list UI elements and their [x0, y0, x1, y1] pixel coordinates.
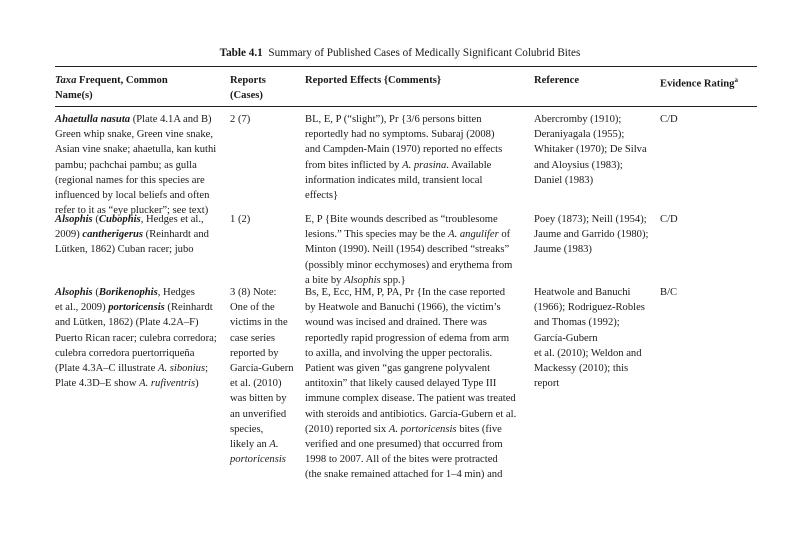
row-2-reference-line-2: Jaume and Garrido (1980); — [534, 229, 649, 241]
row-3-effects-line-2: by Heatwole and Banuchi (1966), the victim’s — [305, 302, 501, 314]
row-1-reference-line-5: Daniel (1983) — [534, 174, 594, 186]
header-taxa-italic: Taxa — [55, 75, 77, 86]
row-1-reference-line-3: Whitaker (1970); De Silva — [534, 144, 647, 156]
row-1-effects-line-5: information indicates mild, transient local — [305, 174, 483, 186]
header-evidence — [660, 73, 738, 92]
header-taxa — [55, 73, 168, 103]
row-3-reports-line-1: 3 (8) Note: — [230, 287, 277, 298]
row-3-effects: Bs, E, Ecc, HM, P, PA, Pr {In the case reported by Heatwole and Banuchi (1966), the victim’s wound was incised and drained. There was reportedly rapid progression of edema from arm to axilla, and involving the upper pectoralis. Patient was given “gas gangrene polyvalent antitoxin” that likely caused delayed Type III immune complex disease. The patient was treated with steroids and antibiotics. García-Gubern et al. (2010) reported six A. portoricensis bites (five verified and one presumed) that occurred from 1998 to 2007. All of the bites were protracted (the snake remained attached for 1–4 min) and — [305, 285, 516, 483]
row-1-reference — [534, 112, 647, 188]
row-3-reports-line-10: species, — [230, 423, 264, 435]
row-3-effects-line-12: 1998 to 2007. All of the bites were protracted — [305, 454, 498, 466]
row-3-reports-line-3: victims in the — [230, 317, 288, 329]
row-2-reference-line-1: Poey (1873); Neill (1954); — [534, 214, 647, 225]
table-header-rule — [55, 106, 757, 107]
row-3-reference — [534, 285, 645, 391]
row-3-reference-line-1: Heatwole and Banuchi — [534, 287, 631, 298]
header-reports — [230, 73, 266, 103]
row-3-effects-line-5: to axilla, and involving the upper pectoralis. — [305, 347, 493, 359]
row-2-taxa-line-3: Lütken, 1862) Cuban racer; jubo — [55, 244, 194, 256]
row-1-taxa-line-4: pambu; pachchai pambu; as gulla — [55, 159, 197, 171]
row-1-evidence — [660, 112, 678, 127]
header-reference-label: Reference — [534, 75, 580, 86]
header-taxa-rest: Frequent, Common — [76, 75, 168, 86]
row-3-evidence — [660, 285, 677, 300]
header-effects — [305, 73, 441, 88]
row-2-effects: E, P {Bite wounds described as “troublesome lesions.” This species may be the A. angulifer of Minton (1990). Neill (1954) described “streaks” (possibly minor ecchymoses) and erythema from a bite by Alsophis spp.} — [305, 214, 513, 286]
row-3-taxa-line-3: and Lütken, 1862) (Plate 4.2A–F) — [55, 317, 199, 329]
row-3-effects-line-1: Bs, E, Ecc, HM, P, PA, Pr {In the case reported — [305, 287, 506, 298]
row-1-reference-line-1: Abercromby (1910); — [534, 114, 622, 125]
table-caption-label: Table 4.1 — [219, 47, 263, 59]
row-3-reference-line-2: (1966); Rodriguez-Robles — [534, 302, 645, 314]
row-3-reference-line-7: report — [534, 378, 560, 390]
row-2-effects-line-1: E, P {Bite wounds described as “troublesome — [305, 214, 498, 225]
row-1-reference-line-2: Deraniyagala (1955); — [534, 129, 625, 141]
row-1-taxa-line-5: (regional names for this species are — [55, 174, 205, 186]
row-1-taxa-line-2: Green whip snake, Green vine snake, — [55, 129, 213, 141]
row-3-effects-line-11: verified and one presumed) that occurred from — [305, 439, 503, 451]
header-reports-line1: Reports — [230, 75, 266, 86]
row-3-effects-line-4: reportedly rapid progression of edema from arm — [305, 332, 510, 344]
row-3-reports-line-7: et al. (2010) — [230, 378, 282, 390]
row-3-taxa: Alsophis (Borikenophis, Hedges et al., 2009) portoricensis (Reinhardt and Lütken, 1862) (Plate 4.2A–F) Puerto Rican racer; culebra corredora; culebra corredora puertorriqueña (Plate 4.3A–C illustrate A. sibonius; Plate 4.3D–E show A. rufiventris) — [55, 287, 217, 390]
header-evidence-footnote: a — [734, 76, 738, 84]
row-2-effects-line-3: Minton (1990). Neill (1954) described “streaks” — [305, 244, 510, 256]
row-1-effects-line-3: and Campden-Main (1970) reported no effects — [305, 144, 503, 156]
row-3-reference-line-6: Mackessy (2010); this — [534, 363, 629, 375]
row-1-taxa-line-3: Asian vine snake; ahaetulla, kan kuthi — [55, 144, 217, 156]
header-effects-label: Reported Effects {Comments} — [305, 75, 442, 86]
row-3-reports-line-9: an unverified — [230, 408, 287, 420]
row-2-reports — [230, 212, 250, 227]
row-2-effects-line-4: (possibly minor ecchymoses) and erythema from — [305, 259, 513, 271]
row-3-taxa-line-4: Puerto Rican racer; culebra corredora; — [55, 332, 217, 344]
row-3-reference-line-4: García-Gubern — [534, 332, 598, 344]
row-3-effects-line-7: antitoxin” that likely caused delayed Type III — [305, 378, 497, 390]
row-1-reports — [230, 112, 250, 127]
row-2-evidence-value: C/D — [660, 214, 678, 225]
table-caption — [0, 47, 800, 59]
row-3-effects-line-3: wound was incised and drained. There was — [305, 317, 487, 329]
header-reference — [534, 73, 579, 88]
row-3-effects-line-8: immune complex disease. The patient was treated — [305, 393, 516, 405]
row-3-reports: 3 (8) Note: One of the victims in the case series reported by García-Gubern et al. (2010) was bitten by an unverified species, likely an A. portoricensis — [230, 287, 294, 466]
row-3-reports-line-4: case series — [230, 332, 275, 344]
row-3-evidence-value: B/C — [660, 287, 678, 298]
row-3-reference-line-3: and Thomas (1992); — [534, 317, 620, 329]
header-evidence-label: Evidence Rating — [660, 78, 735, 90]
row-1-evidence-value: C/D — [660, 114, 678, 125]
row-1-taxa-line-1: (Plate 4.1A and B) — [130, 114, 212, 125]
row-2-reference — [534, 212, 648, 258]
row-1-taxa-line-7: refer to it as “eye plucker”; see text) — [55, 205, 209, 217]
row-1-taxa: Ahaetulla nasuta (Plate 4.1A and B) Green whip snake, Green vine snake, Asian vine snake; ahaetulla, kan kuthi pambu; pachchai pambu; as gulla (regional names for this species are influenced by local beliefs and often refer to it as “eye plucker”; see text) — [55, 112, 216, 218]
row-3-effects-line-13: (the snake remained attached for 1–4 min) and — [305, 469, 503, 481]
row-3-effects-line-9: with steroids and antibiotics. García-Gubern et al. — [305, 408, 517, 420]
row-1-effects-line-1: BL, E, P (“slight”), Pr {3/6 persons bitten — [305, 114, 482, 125]
row-2-reference-line-3: Jaume (1983) — [534, 244, 592, 256]
row-3-reports-line-5: reported by — [230, 347, 279, 359]
row-1-effects-line-4: from bites inflicted by A. prasina. Available — [305, 159, 492, 171]
row-1-effects-line-6: effects} — [305, 190, 339, 202]
header-taxa-line2: Name(s) — [55, 90, 93, 102]
table-caption-text: Summary of Published Cases of Medically Significant Colubrid Bites — [268, 47, 581, 59]
row-2-evidence — [660, 212, 678, 227]
row-1-effects — [305, 112, 502, 203]
row-3-taxa-line-5: culebra corredora puertorriqueña — [55, 347, 195, 359]
row-1-taxa-line-6: influenced by local beliefs and often — [55, 190, 210, 202]
table-top-rule — [55, 66, 757, 67]
row-1-reports-line-1: 2 (7) — [230, 114, 251, 125]
row-3-reports-line-2: One of the — [230, 302, 275, 314]
row-2-taxa: Alsophis (Cubophis, Hedges et al., 2009) cantherigerus (Reinhardt and Lütken, 1862) Cuban racer; jubo — [55, 212, 209, 258]
row-3-reference-line-5: et al. (2010); Weldon and — [534, 347, 642, 359]
row-2-reports-line-1: 1 (2) — [230, 214, 251, 225]
row-3-reports-line-8: was bitten by — [230, 393, 287, 405]
row-3-effects-line-6: Patient was given “gas gangrene polyvalent — [305, 363, 491, 375]
row-3-reports-line-6: García-Gubern — [230, 363, 294, 375]
row-1-reference-line-4: and Aloysius (1983); — [534, 159, 623, 171]
row-1-effects-line-2: reportedly had no symptoms. Subaraj (2008) — [305, 129, 495, 141]
header-reports-line2: (Cases) — [230, 90, 263, 102]
